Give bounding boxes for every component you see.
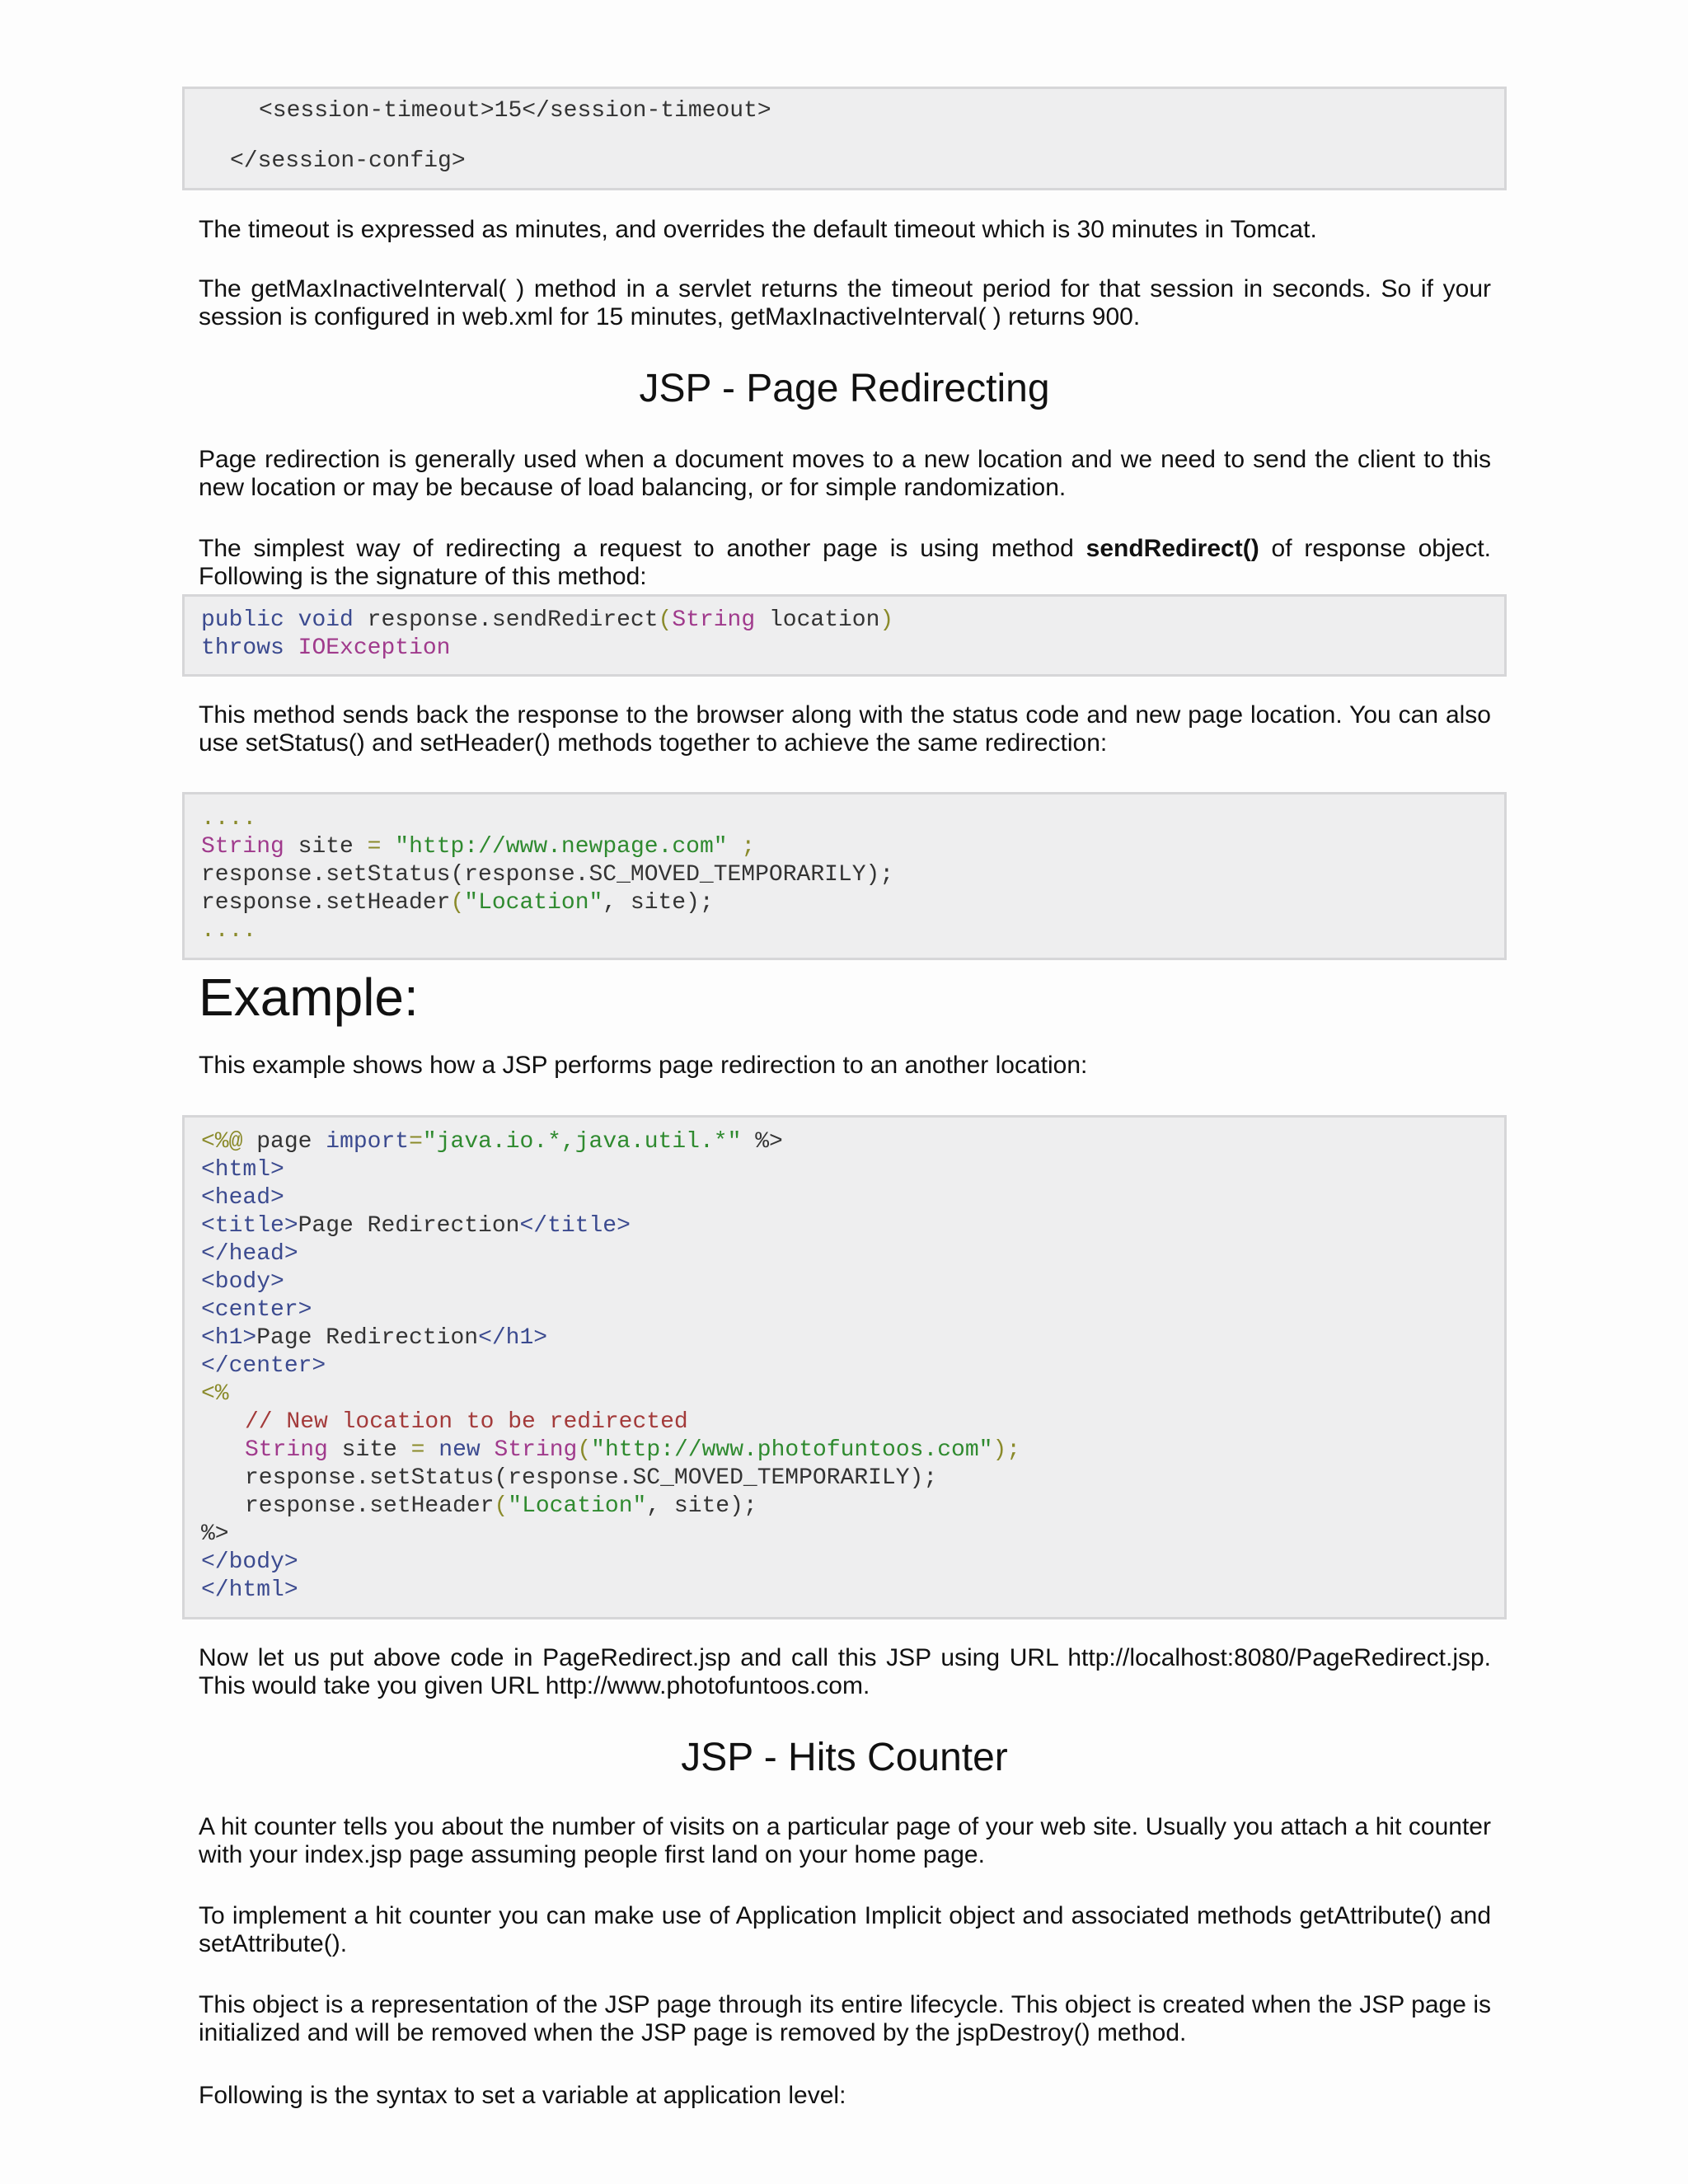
code-token: .... (201, 806, 257, 832)
code-line (201, 1577, 298, 1605)
code-line (245, 1436, 1020, 1465)
text-simplest-after: of response object. Following is the signature of this method: (199, 535, 1491, 590)
code-token: .... (201, 918, 257, 944)
code-line (245, 1465, 937, 1493)
code-token: <h1> (201, 1325, 257, 1351)
code-block-session-config (182, 87, 1507, 190)
code-token: ); (992, 1437, 1021, 1463)
code-token: <center> (201, 1297, 312, 1323)
code-token: <% (201, 1381, 229, 1407)
code-token: Page Redirection (256, 1325, 479, 1351)
text-sendredirect: sendRedirect() (1085, 535, 1259, 562)
code-block-signature (182, 594, 1507, 677)
code-session-timeout: <session-timeout>15</session-timeout> (259, 98, 771, 124)
code-line (201, 1268, 284, 1296)
code-token: ( (450, 890, 465, 916)
heading-page-redirecting: JSP - Page Redirecting (639, 367, 1050, 410)
code-token: "http://www.newpage.com" (395, 834, 728, 860)
code-line (201, 889, 714, 917)
code-token: %> (201, 1521, 229, 1547)
code-token: String (245, 1437, 328, 1463)
paragraph-redirect-intro: Page redirection is generally used when a document moves to a new location and we need to send the client to this new location or may be because of load balancing, or for simple randomization. (199, 446, 1491, 501)
code-token: = (410, 1437, 425, 1463)
code-token: ; (741, 834, 756, 860)
code-line (201, 1324, 547, 1352)
code-token: <%@ (201, 1129, 243, 1155)
code-token: import (326, 1129, 410, 1155)
code-token: "Location" (464, 890, 603, 916)
code-line (201, 635, 450, 663)
code-line (201, 607, 893, 635)
code-line (201, 1156, 284, 1184)
code-token: String (494, 1437, 578, 1463)
code-token: , site); (603, 890, 714, 916)
code-token: response.sendRedirect (367, 607, 659, 633)
code-line (201, 917, 256, 945)
code-token: </head> (201, 1241, 298, 1267)
paragraph-method-sends: This method sends back the response to the browser along with the status code and new page location. You can also use setStatus() and setHeader() methods together to achieve the same redirection: (199, 701, 1491, 757)
code-token: (response.SC_MOVED_TEMPORARILY); (450, 862, 894, 888)
code-token: ( (577, 1437, 592, 1463)
code-line (201, 1212, 631, 1240)
code-line (259, 97, 771, 125)
code-token: %> (755, 1129, 783, 1155)
paragraph-implement: To implement a hit counter you can make use of Application Implicit object and associated methods getAttribute() and setAttribute(). (199, 1902, 1491, 1957)
paragraph-getmaxinactive: The getMaxInactiveInterval( ) method in a servlet returns the timeout period for that session in seconds. So if your session is configured in web.xml for 15 minutes, getMaxInactiveInterval( ) returns 900. (199, 275, 1491, 330)
code-token: page (256, 1129, 312, 1155)
code-token: (response.SC_MOVED_TEMPORARILY); (494, 1465, 938, 1491)
code-token: </html> (201, 1577, 298, 1603)
paragraph-following-syntax: Following is the syntax to set a variable at application level: (199, 2082, 846, 2109)
code-token: "http://www.photofuntoos.com" (591, 1437, 993, 1463)
code-token: response.setStatus (245, 1465, 495, 1491)
code-token: location (768, 607, 880, 633)
code-block-setstatus (182, 792, 1507, 960)
code-session-config-close: </session-config> (230, 148, 466, 174)
text-simplest-before: The simplest way of redirecting a request to another page is using method (199, 535, 1086, 562)
code-token: response.setHeader (245, 1493, 495, 1519)
paragraph-now-let-us: Now let us put above code in PageRedirect.jsp and call this JSP using URL http://localhost:8080/PageRedirect.jsp. This would take you given URL http://www.photofuntoos.com. (199, 1644, 1491, 1699)
code-line (201, 1240, 298, 1268)
code-line (201, 1296, 312, 1324)
code-token: </center> (201, 1353, 326, 1379)
code-line (245, 1408, 688, 1436)
paragraph-hit-counter: A hit counter tells you about the number of visits on a particular page of your web site. Usually you attach a hit counter with your index.jsp page assuming people first land on your home page. (199, 1813, 1491, 1868)
code-line (230, 148, 466, 176)
code-line (201, 833, 755, 861)
code-token: IOException (298, 635, 451, 661)
code-token: <title> (201, 1213, 298, 1239)
code-block-example (182, 1115, 1507, 1619)
code-token: response.setStatus (201, 862, 451, 888)
code-token: <html> (201, 1157, 284, 1183)
code-line (201, 1549, 298, 1577)
code-token: throws (201, 635, 284, 661)
code-token: = (409, 1129, 423, 1155)
code-token: <body> (201, 1269, 284, 1295)
code-line (245, 1493, 757, 1521)
code-token: void (298, 607, 354, 633)
code-token: "java.io.*,java.util.*" (422, 1129, 742, 1155)
code-token: response.setHeader (201, 890, 451, 916)
code-token: public (201, 607, 284, 633)
code-token: // New location to be redirected (245, 1409, 688, 1435)
heading-hits-counter: JSP - Hits Counter (681, 1736, 1008, 1779)
code-token: , site); (646, 1493, 757, 1519)
code-token: new (438, 1437, 481, 1463)
code-token: site (341, 1437, 397, 1463)
code-token: </h1> (478, 1325, 548, 1351)
code-token: site (298, 834, 354, 860)
paragraph-application-object: This object is a representation of the JSP page through its entire lifecycle. This object is created when the JSP page is initialized and will be removed when the JSP page is removed by the jspDestroy() method. (199, 1991, 1491, 2046)
code-token: </title> (519, 1213, 631, 1239)
paragraph-example: This example shows how a JSP performs page redirection to an another location: (199, 1052, 1088, 1079)
code-token: String (672, 607, 756, 633)
code-line (201, 1352, 326, 1380)
paragraph-timeout: The timeout is expressed as minutes, and overrides the default timeout which is 30 minutes in Tomcat. (199, 216, 1317, 243)
code-token: ( (494, 1493, 509, 1519)
code-token: ( (658, 607, 673, 633)
code-token: = (367, 834, 382, 860)
paragraph-simplest-way (199, 535, 1491, 591)
code-line (201, 1521, 229, 1549)
heading-example: Example: (199, 968, 419, 1027)
code-line (201, 805, 256, 833)
code-token: </body> (201, 1549, 298, 1575)
code-token: <head> (201, 1185, 284, 1211)
code-token: ) (879, 607, 894, 633)
code-line (201, 1184, 284, 1212)
code-line (201, 1380, 229, 1408)
code-token: "Location" (508, 1493, 647, 1519)
code-token: Page Redirection (298, 1213, 520, 1239)
code-token: String (201, 834, 284, 860)
code-line (201, 1128, 783, 1156)
code-line (201, 861, 893, 889)
